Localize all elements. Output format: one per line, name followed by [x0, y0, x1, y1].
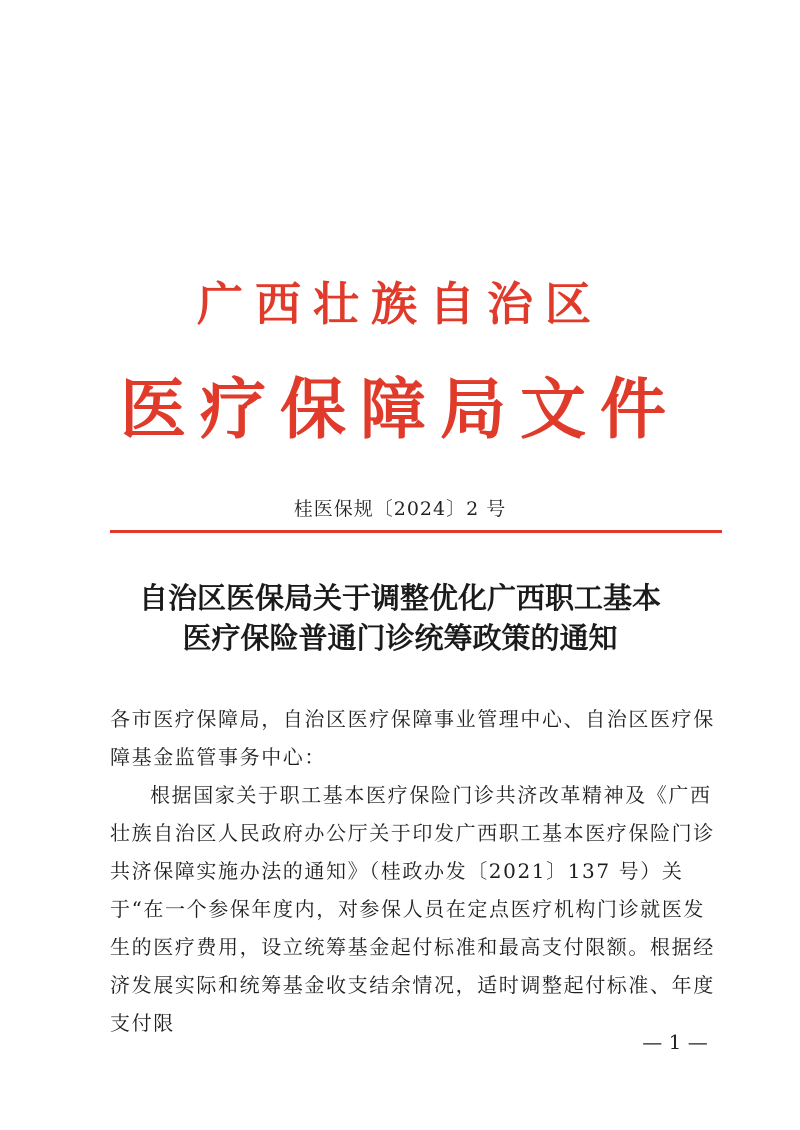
addressee: 各市医疗保障局，自治区医疗保障事业管理中心、自治区医疗保障基金监管事务中心：	[110, 707, 715, 769]
document-body	[110, 700, 722, 1042]
issuer-line-2: 医疗保障局文件	[120, 370, 680, 448]
issuer-line-1: 广西壮族自治区	[197, 277, 603, 331]
page-number: — 1 —	[642, 1030, 708, 1054]
paragraph: 根据国家关于职工基本医疗保险门诊共济改革精神及《广西壮族自治区人民政府办公厅关于印发广西职工基本医疗保险门诊共济保障实施办法的通知》（桂政办发〔2021〕137 号）关于“在一个参保年度内，对参保人员在定点医疗机构门诊就医发生的医疗费用，设立统筹基金起付标准和最高支付限额。根据经济发展实际和统筹基金收支结余情况，适时调整起付标准、年度支付限	[110, 783, 715, 1035]
title-line-1: 自治区医保局关于调整优化广西职工基本	[138, 581, 661, 615]
title-line-2: 医疗保险普通门诊统筹政策的通知	[182, 621, 618, 655]
document-number: 桂医保规〔2024〕2 号	[293, 498, 507, 520]
document-title	[0, 578, 800, 658]
red-divider	[110, 530, 722, 533]
